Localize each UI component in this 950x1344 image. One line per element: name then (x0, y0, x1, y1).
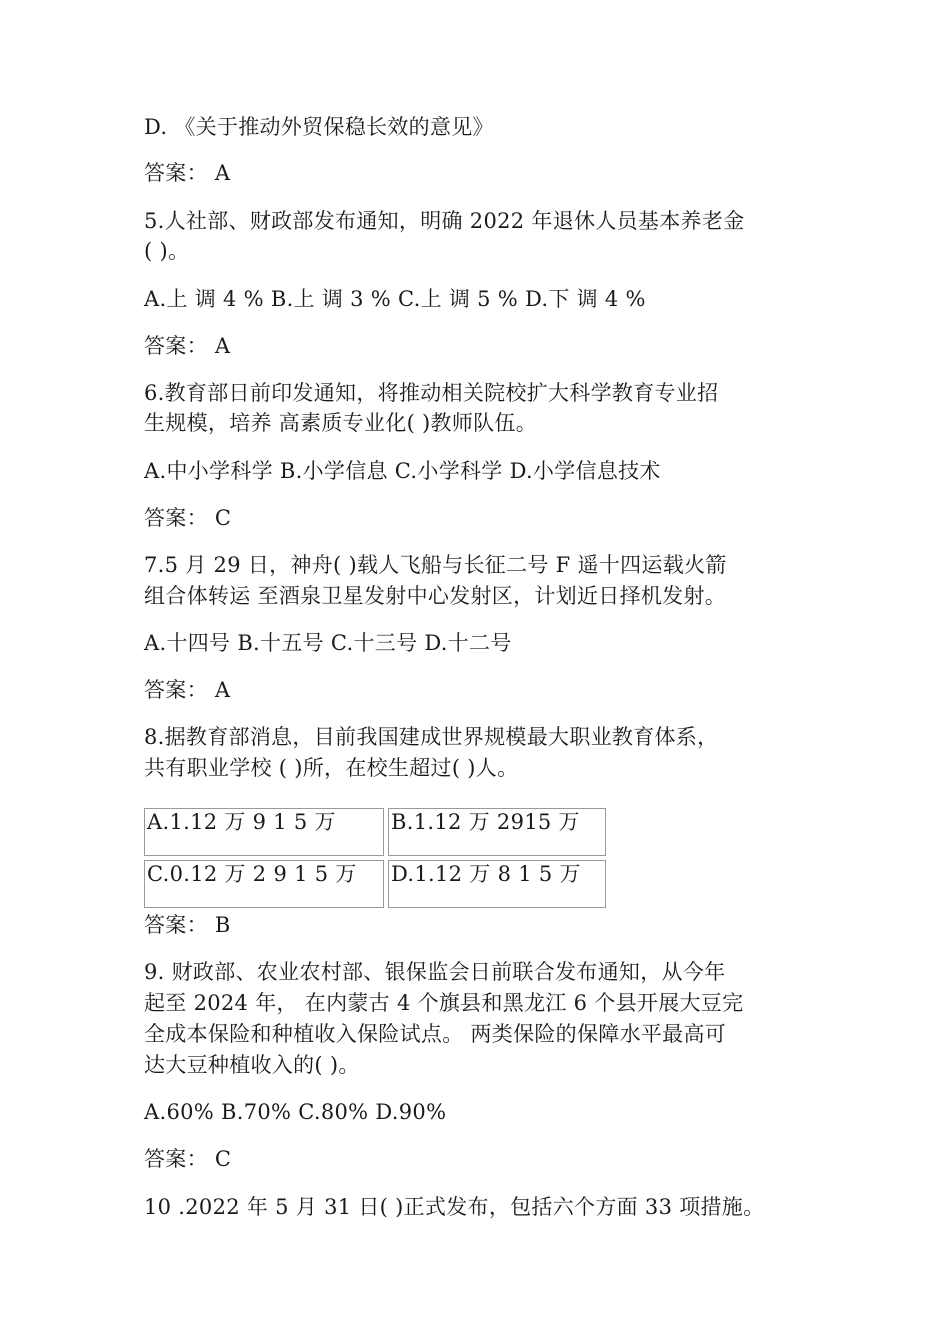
option-b-cell: B.1.12 万 2915 万 (388, 808, 606, 856)
answer-q4: 答案： A (144, 161, 231, 185)
answer-q7: 答案： A (144, 678, 231, 702)
question-9-line-2: 起至 2024 年， 在内蒙古 4 个旗县和黑龙江 6 个县开展大豆完 (144, 991, 744, 1015)
question-9-line-3: 全成本保险和种植收入保险试点。 两类保险的保障水平最高可 (144, 1022, 727, 1046)
answer-q6: 答案： C (144, 506, 232, 530)
answer-q5: 答案： A (144, 334, 231, 358)
answer-q8: 答案： B (144, 913, 231, 937)
question-6-line-1: 6.教育部日前印发通知，将推动相关院校扩大科学教育专业招 (144, 381, 719, 405)
table-row (144, 808, 606, 856)
question-5-options: A.上 调 4 % B.上 调 3 % C.上 调 5 % D.下 调 4 % (144, 287, 646, 311)
question-7-options: A.十四号 B.十五号 C.十三号 D.十二号 (144, 631, 512, 655)
question-9-options: A.60% B.70% C.80% D.90% (144, 1100, 447, 1124)
option-c-cell: C.0.12 万 2 9 1 5 万 (144, 860, 384, 908)
question-9-line-4: 达大豆种植收入的( )。 (144, 1053, 360, 1077)
question-6-options: A.中小学科学 B.小学信息 C.小学科学 D.小学信息技术 (144, 459, 661, 483)
question-5-line-2: ( )。 (144, 239, 190, 263)
option-a-cell: A.1.12 万 9 1 5 万 (144, 808, 384, 856)
question-6-line-2: 生规模，培养 高素质专业化( )教师队伍。 (144, 411, 538, 435)
question-7-line-2: 组合体转运 至酒泉卫星发射中心发射区，计划近日择机发射。 (144, 584, 727, 608)
question-5-line-1: 5.人社部、财政部发布通知，明确 2022 年退休人员基本养老金 (144, 209, 745, 233)
question-10-line-1: 10 .2022 年 5 月 31 日( )正式发布，包括六个方面 33 项措施。 (144, 1195, 765, 1219)
answer-q9: 答案： C (144, 1147, 232, 1171)
option-d-cell: D.1.12 万 8 1 5 万 (388, 860, 606, 908)
question-8-line-2: 共有职业学校 ( )所，在校生超过( )人。 (144, 756, 519, 780)
table-row (144, 860, 606, 908)
question-8-line-1: 8.据教育部消息，目前我国建成世界规模最大职业教育体系， (144, 725, 719, 749)
question-9-line-1: 9. 财政部、农业农村部、银保监会日前联合发布通知，从今年 (144, 960, 726, 984)
question-7-line-1: 7.5 月 29 日，神舟( )载人飞船与长征二号 F 遥十四运载火箭 (144, 553, 727, 577)
option-d-previous-question: D. 《关于推动外贸保稳长效的意见》 (144, 115, 494, 139)
question-8-options-table (140, 804, 610, 912)
